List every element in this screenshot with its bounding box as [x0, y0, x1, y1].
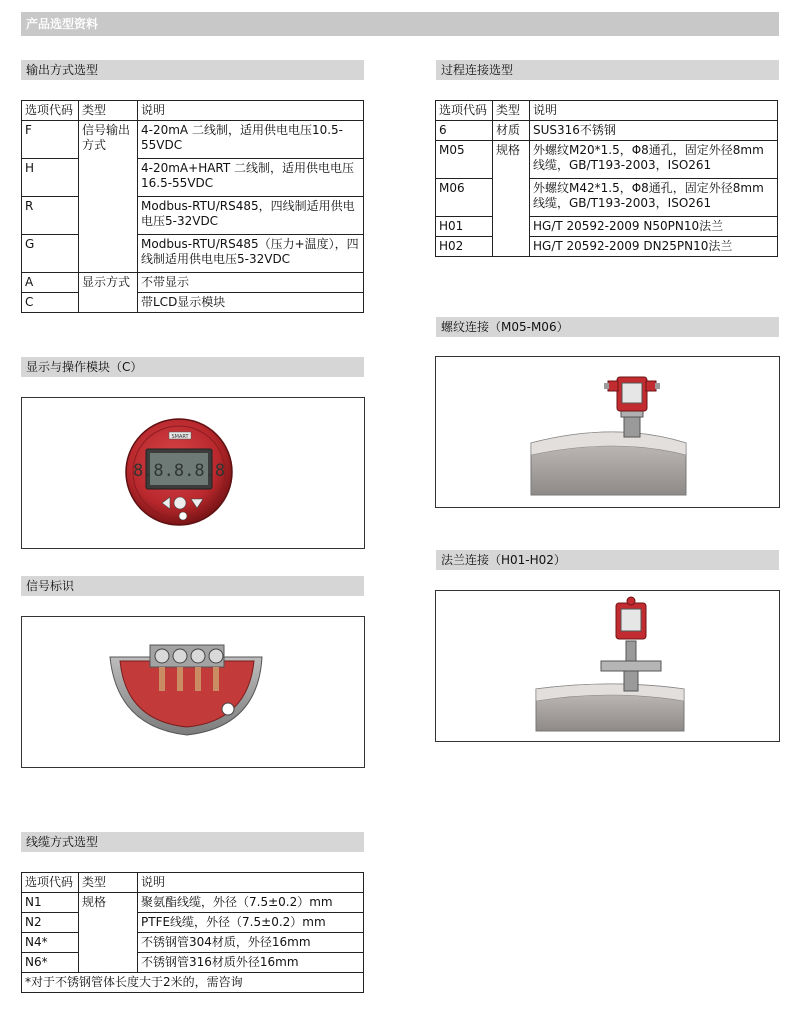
row-desc: 不锈钢管304材质，外径16mm	[138, 933, 364, 953]
page-header: 产品选型资料	[21, 12, 779, 36]
table-header-row	[22, 873, 364, 893]
row-code: F	[22, 121, 79, 159]
table-row	[436, 217, 778, 237]
svg-text:8.8.8.8.8: 8.8.8.8.8	[132, 461, 226, 481]
row-code: N6*	[22, 953, 79, 973]
row-type-display: 显示方式	[79, 273, 138, 313]
row-code: C	[22, 293, 79, 313]
row-desc: 聚氨酯线缆，外径（7.5±0.2）mm	[138, 893, 364, 913]
row-code: N1	[22, 893, 79, 913]
row-desc: 外螺纹M42*1.5，Φ8通孔，固定外径8mm线缆，GB/T193-2003，ISO261	[530, 179, 778, 217]
table-row	[22, 293, 364, 313]
row-code: R	[22, 197, 79, 235]
table-header-row	[436, 101, 778, 121]
row-code: 6	[436, 121, 493, 141]
table-note: *对于不锈钢管体长度大于2米的，需咨询	[22, 973, 364, 993]
header-code: 选项代码	[436, 101, 493, 121]
table-row	[436, 121, 778, 141]
row-desc: 不锈钢管316材质外径16mm	[138, 953, 364, 973]
row-desc: 外螺纹M20*1.5，Φ8通孔，固定外径8mm线缆，GB/T193-2003，ISO261	[530, 141, 778, 179]
row-type: 材质	[493, 121, 530, 141]
cable-table	[21, 872, 364, 993]
thread-section-title: 螺纹连接（M05-M06）	[436, 317, 779, 337]
cable-section-title: 线缆方式选型	[21, 832, 364, 852]
header-desc: 说明	[138, 101, 364, 121]
table-row	[436, 179, 778, 217]
row-code: N2	[22, 913, 79, 933]
table-header-row	[22, 101, 364, 121]
row-code: M06	[436, 179, 493, 217]
row-desc: Modbus-RTU/RS485（压力+温度），四线制适用供电电压5-32VDC	[138, 235, 364, 273]
flange-figure	[435, 590, 780, 742]
display-module-figure	[21, 397, 365, 549]
table-row	[22, 933, 364, 953]
table-row	[22, 973, 364, 993]
thread-connection-image	[436, 357, 779, 507]
header-type: 类型	[79, 101, 138, 121]
table-row	[22, 893, 364, 913]
thread-figure	[435, 356, 780, 508]
row-desc: HG/T 20592-2009 N50PN10法兰	[530, 217, 778, 237]
row-code: H	[22, 159, 79, 197]
row-code: N4*	[22, 933, 79, 953]
table-row	[436, 237, 778, 257]
row-desc: SUS316不锈钢	[530, 121, 778, 141]
display-section-title: 显示与操作模块（C）	[21, 357, 364, 377]
row-desc: 4-20mA 二线制，适用供电电压10.5-55VDC	[138, 121, 364, 159]
signal-section-title: 信号标识	[21, 576, 364, 596]
header-type: 类型	[493, 101, 530, 121]
header-code: 选项代码	[22, 873, 79, 893]
row-desc: 不带显示	[138, 273, 364, 293]
table-row	[22, 953, 364, 973]
display-module-image	[22, 398, 364, 548]
row-code: H02	[436, 237, 493, 257]
table-row	[22, 121, 364, 159]
terminal-block-image	[22, 617, 364, 767]
row-desc: HG/T 20592-2009 DN25PN10法兰	[530, 237, 778, 257]
process-table	[435, 100, 778, 257]
row-type-signal: 信号输出方式	[79, 121, 138, 273]
header-type: 类型	[79, 873, 138, 893]
row-desc: PTFE线缆，外径（7.5±0.2）mm	[138, 913, 364, 933]
row-code: H01	[436, 217, 493, 237]
flange-connection-image	[436, 591, 779, 741]
row-desc: 带LCD显示模块	[138, 293, 364, 313]
row-code: A	[22, 273, 79, 293]
table-row	[22, 159, 364, 197]
output-section-title: 输出方式选型	[21, 60, 364, 80]
row-desc: 4-20mA+HART 二线制，适用供电电压16.5-55VDC	[138, 159, 364, 197]
enter-button-icon	[174, 497, 186, 509]
table-row	[22, 197, 364, 235]
header-desc: 说明	[138, 873, 364, 893]
table-row	[22, 273, 364, 293]
row-code: G	[22, 235, 79, 273]
process-section-title: 过程连接选型	[436, 60, 779, 80]
row-type: 规格	[79, 893, 138, 973]
table-row	[436, 141, 778, 179]
row-desc: Modbus-RTU/RS485，四线制适用供电电压5-32VDC	[138, 197, 364, 235]
flange-section-title: 法兰连接（H01-H02）	[436, 550, 779, 570]
row-type: 规格	[493, 141, 530, 257]
smart-logo: SMART	[171, 434, 189, 440]
output-table	[21, 100, 364, 313]
table-row	[22, 235, 364, 273]
header-code: 选项代码	[22, 101, 79, 121]
row-code: M05	[436, 141, 493, 179]
signal-figure	[21, 616, 365, 768]
table-row	[22, 913, 364, 933]
header-desc: 说明	[530, 101, 778, 121]
